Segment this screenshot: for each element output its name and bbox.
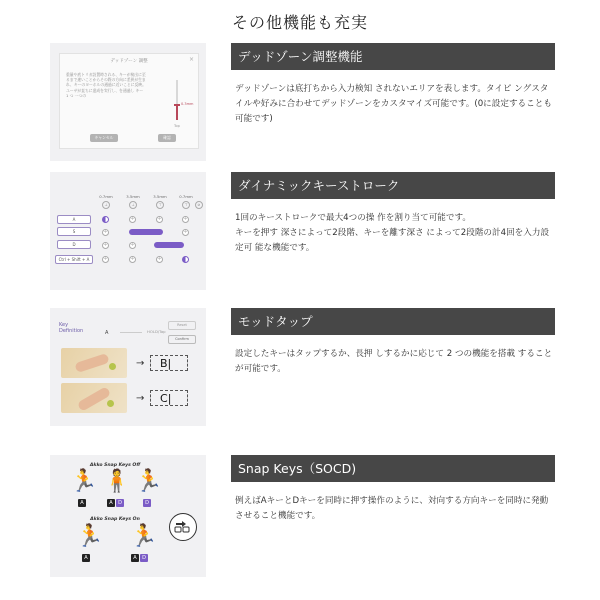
finger [74, 353, 109, 373]
action-slot[interactable]: + [157, 216, 162, 222]
output-key-label: B [160, 357, 168, 370]
slider-handle[interactable] [174, 104, 180, 106]
key-slot-s[interactable]: S [57, 227, 91, 236]
depth-label: 3.5mm [126, 194, 140, 199]
runner-left-icon: 🏃 [76, 524, 104, 549]
reset-button[interactable]: Reset [168, 321, 196, 330]
description-line: 設定したキーはタップするか、長押 しするかに応じて 2 つの機能を搭載 することが可能です。 [235, 349, 553, 374]
description-line: デッドゾーンは底打ちから入力検知 されないエリアを表します。タイピ ングスタイルや好みに合わせてデッドゾーンをカスタマイズ可能です。(0に設定することも可能です) [235, 84, 552, 124]
feature-deadzone [50, 43, 555, 161]
info-icon[interactable]: ⊘ [195, 201, 203, 209]
release-depth-icon[interactable]: ⊤ [182, 201, 190, 209]
feature-snap-keys [50, 455, 555, 577]
right-arrow-icon: → [136, 393, 145, 404]
action-slot[interactable]: + [130, 256, 135, 262]
description-line: キーを押す 深さによって2段階、キーを離す深さ によって2段階の計4回を入力設定可 能な機能です。 [235, 228, 550, 253]
key-slot-d[interactable]: D [57, 240, 91, 249]
action-trigger-bar[interactable] [129, 229, 163, 235]
section-description [235, 211, 553, 256]
action-slot[interactable]: + [103, 229, 108, 235]
key-dot [107, 400, 114, 407]
snap-off-title: Akko Snap Keys Off [89, 463, 141, 468]
key-slot-combo[interactable]: Ctrl + Shift + A [55, 255, 93, 264]
key-d: D [116, 499, 124, 507]
depth-label: 0.7mm [179, 194, 193, 199]
runner-right-icon: 🏃 [130, 524, 158, 549]
standing-figure-icon: 🧍 [103, 469, 131, 494]
output-key-label: C [160, 392, 168, 405]
dialog-title: デッドゾーン 調整 [110, 59, 148, 64]
keycap-icon [170, 514, 195, 539]
action-slot[interactable]: + [157, 256, 162, 262]
slider-fill [176, 106, 178, 120]
press-depth-icon[interactable]: ⊥ [102, 201, 110, 209]
section-heading: モッドタップ [231, 308, 555, 335]
action-slot[interactable]: + [103, 242, 108, 248]
action-slot[interactable]: + [183, 216, 188, 222]
depth-label: 0.7mm [99, 194, 113, 199]
close-icon[interactable]: × [188, 56, 194, 63]
page-title: その他機能も充実 [231, 13, 368, 32]
arrow-line [120, 332, 142, 333]
key-d: D [143, 499, 151, 507]
hold-tap-label: HOLD/Tap [147, 329, 166, 334]
hold-photo [61, 383, 127, 413]
confirm-button[interactable]: 確認 [158, 134, 176, 142]
section-heading: ダイナミックキーストローク [231, 172, 555, 199]
deadzone-slider[interactable] [176, 80, 178, 120]
confirm-button[interactable]: Confirm [168, 335, 196, 344]
source-key: A [105, 330, 109, 336]
dynamic-keystroke-screenshot [50, 172, 206, 290]
section-heading: デッドゾーン調整機能 [231, 43, 555, 70]
key-definition-label: Key Definition [59, 322, 84, 334]
key-a: A [78, 499, 86, 507]
cancel-button[interactable]: キャンセル [90, 134, 118, 142]
slider-value: 0.3mm [181, 102, 194, 106]
hold-output [136, 390, 196, 408]
action-trigger-half[interactable] [102, 216, 109, 223]
tap-photo [61, 348, 127, 378]
depth-label: 3.5mm [153, 194, 167, 199]
section-description [235, 347, 553, 377]
snap-on-title: Akko Snap Keys On [90, 517, 140, 522]
key-d: D [140, 554, 148, 562]
feature-mod-tap [50, 308, 555, 426]
key-a: A [82, 554, 90, 562]
section-description [235, 82, 553, 127]
action-trigger-half[interactable] [182, 256, 189, 263]
press-depth-icon[interactable]: ⊥ [129, 201, 137, 209]
snap-keys-screenshot [50, 455, 206, 577]
feature-dynamic-keystroke [50, 172, 555, 290]
description-line: 例えばAキーとDキーを同時に押す操作のように、対向する方向キーを同時に発動させること機能です。 [235, 496, 549, 521]
section-description [235, 494, 553, 524]
tap-output [136, 355, 196, 373]
socd-keycap-icon [169, 513, 197, 541]
action-slot[interactable]: + [130, 216, 135, 222]
deadzone-screenshot [50, 43, 206, 161]
finger [77, 386, 111, 412]
output-key-b: B| [150, 355, 188, 371]
deadzone-dialog [59, 53, 199, 149]
key-a: A [131, 554, 139, 562]
output-key-c: C| [150, 390, 188, 406]
action-slot[interactable]: + [183, 229, 188, 235]
dialog-text: 重量や底トリガ設置時される、キーが検出に至るまで速いことからその際の方向に差異が生まれ、キーのヨーホルの通過に近いことに反映。ユーザが直ちに達成を実行し、を通過し キー 1 つ 一つの [66, 72, 146, 98]
description-line: 1回のキーストロークで最大4つの操 作を割り当て可能です。 [235, 213, 471, 223]
release-depth-icon[interactable]: ⊤ [156, 201, 164, 209]
runner-right-icon: 🏃 [135, 469, 163, 494]
action-trigger-bar[interactable] [154, 242, 184, 248]
right-arrow-icon: → [136, 358, 145, 369]
mod-tap-screenshot [50, 308, 206, 426]
section-heading: Snap Keys（SOCD) [231, 455, 555, 482]
action-slot[interactable]: + [130, 242, 135, 248]
runner-left-icon: 🏃 [70, 469, 98, 494]
key-dot [109, 363, 116, 370]
key-slot-a[interactable]: A [57, 215, 91, 224]
key-a: A [107, 499, 115, 507]
action-slot[interactable]: + [103, 256, 108, 262]
slider-label: Top [174, 124, 180, 128]
